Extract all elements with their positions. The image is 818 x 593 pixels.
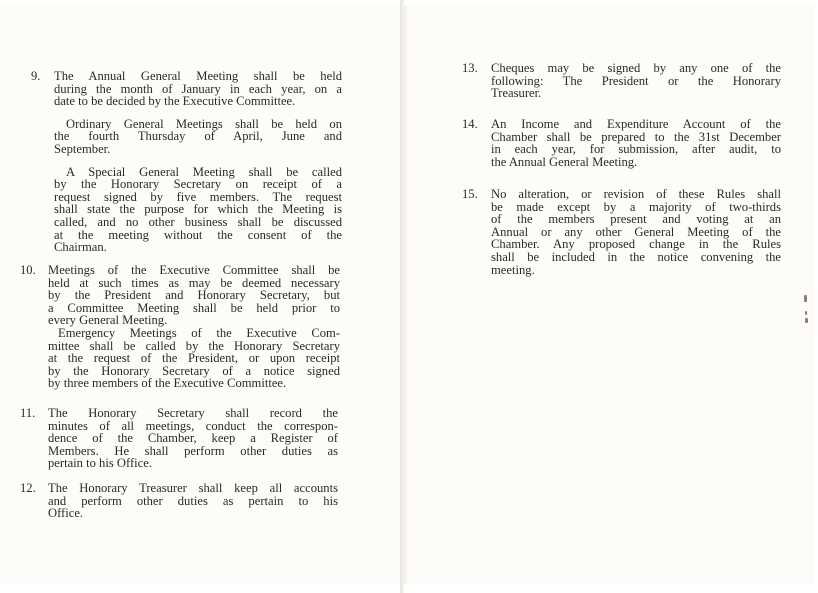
left-page [0, 6, 401, 584]
rule-text-line: at the meeting without the consent of the [54, 227, 342, 242]
rule-text-line: by three members of the Executive Committee. [48, 376, 287, 391]
rule-text-line: every General Meeting. [48, 313, 168, 328]
rule-text-line: Annual or any other General Meeting of the [491, 224, 781, 239]
rule-text-line: the fourth Thursday of April, June and [54, 129, 342, 144]
margin-ink-spot [805, 311, 807, 315]
right-rules [404, 6, 814, 584]
right-page [404, 6, 814, 584]
rule-number: 9. [31, 69, 41, 83]
rule-text-line: minutes of all meetings, conduct the correspon- [48, 418, 338, 433]
rule-text-line: No alteration, or revision of these Rules shall [491, 187, 781, 201]
rule-text-line: held at such times as may be deemed necessary [48, 275, 340, 290]
rule-text-line: meeting. [491, 262, 535, 277]
rule-text-line: by the Honorary Secretary of a notice signed [48, 363, 340, 378]
rule-text-line: by the Honorary Secretary on receipt of a [54, 177, 342, 192]
rule-text-line: September. [54, 142, 111, 156]
rule-number: 13. [462, 61, 478, 75]
rule-text-line: be made except by a majority of two-thirds [491, 199, 781, 214]
rule-text-line: by the President and Honorary Secretary, but [48, 288, 340, 303]
rule-text-line: Meetings of the Executive Committee shall be [48, 263, 340, 277]
rule-text-line: Chairman. [54, 240, 107, 255]
rule-number: 11. [20, 406, 36, 420]
rule-number: 12. [20, 481, 36, 495]
rule-text-line: during the month of January in each year, on a [54, 81, 342, 96]
rule-text-line: in each year, for submission, after audit, to [491, 142, 781, 157]
rule-text-line: Members. He shall perform other duties as [48, 443, 338, 458]
rule-text-line: of the members present and voting at an [491, 212, 781, 227]
rule-text-line: at the request of the President, or upon receipt [48, 351, 340, 366]
rule-text-line: An Income and Expenditure Account of the [491, 117, 781, 131]
rule-text-line: date to be decided by the Executive Committee. [54, 94, 296, 109]
rule-number: 14. [462, 117, 478, 131]
rule-text-line: a Committee Meeting shall be held prior to [48, 300, 340, 315]
rule-text-line: called, and no other business shall be discussed [54, 215, 342, 229]
rule-text-line: the Annual General Meeting. [491, 154, 638, 169]
left-rules [0, 6, 400, 584]
rule-text-line: A Special General Meeting shall be called [66, 164, 342, 179]
rule-text-line: pertain to his Office. [48, 456, 152, 471]
rule-text-line: Office. [48, 506, 84, 521]
margin-ink-spot [805, 318, 808, 323]
rule-text-line: The Annual General Meeting shall be held [54, 69, 342, 83]
rule-text-line: request signed by five members. The request [54, 189, 342, 204]
rule-text-line: mittee shall be called by the Honorary Secretary [48, 338, 340, 353]
rule-text-line: The Honorary Secretary shall record the [48, 406, 338, 420]
rule-text-line: Chamber shall be prepared to the 31st December [491, 129, 781, 144]
rule-text-line: The Honorary Treasurer shall keep all accounts [48, 481, 338, 495]
rule-text-line: Cheques may be signed by any one of the [491, 61, 781, 75]
rule-text-line: and perform other duties as pertain to his [48, 493, 338, 508]
rule-number: 15. [462, 187, 478, 201]
rule-text-line: shall state the purpose for which the Meeting is [54, 202, 342, 217]
margin-ink-spot [804, 295, 807, 302]
rule-text-line: Emergency Meetings of the Executive Com- [58, 326, 340, 340]
rule-text-line: shall be included in the notice convening the [491, 250, 781, 264]
rule-text-line: Chamber. Any proposed change in the Rules [491, 237, 781, 252]
rule-text-line: Treasurer. [491, 86, 542, 101]
rule-text-line: dence of the Chamber, keep a Register of [48, 431, 338, 446]
rule-number: 10. [20, 263, 36, 277]
rule-text-line: Ordinary General Meetings shall be held on [66, 116, 342, 131]
rule-text-line: following: The President or the Honorary [491, 73, 781, 88]
